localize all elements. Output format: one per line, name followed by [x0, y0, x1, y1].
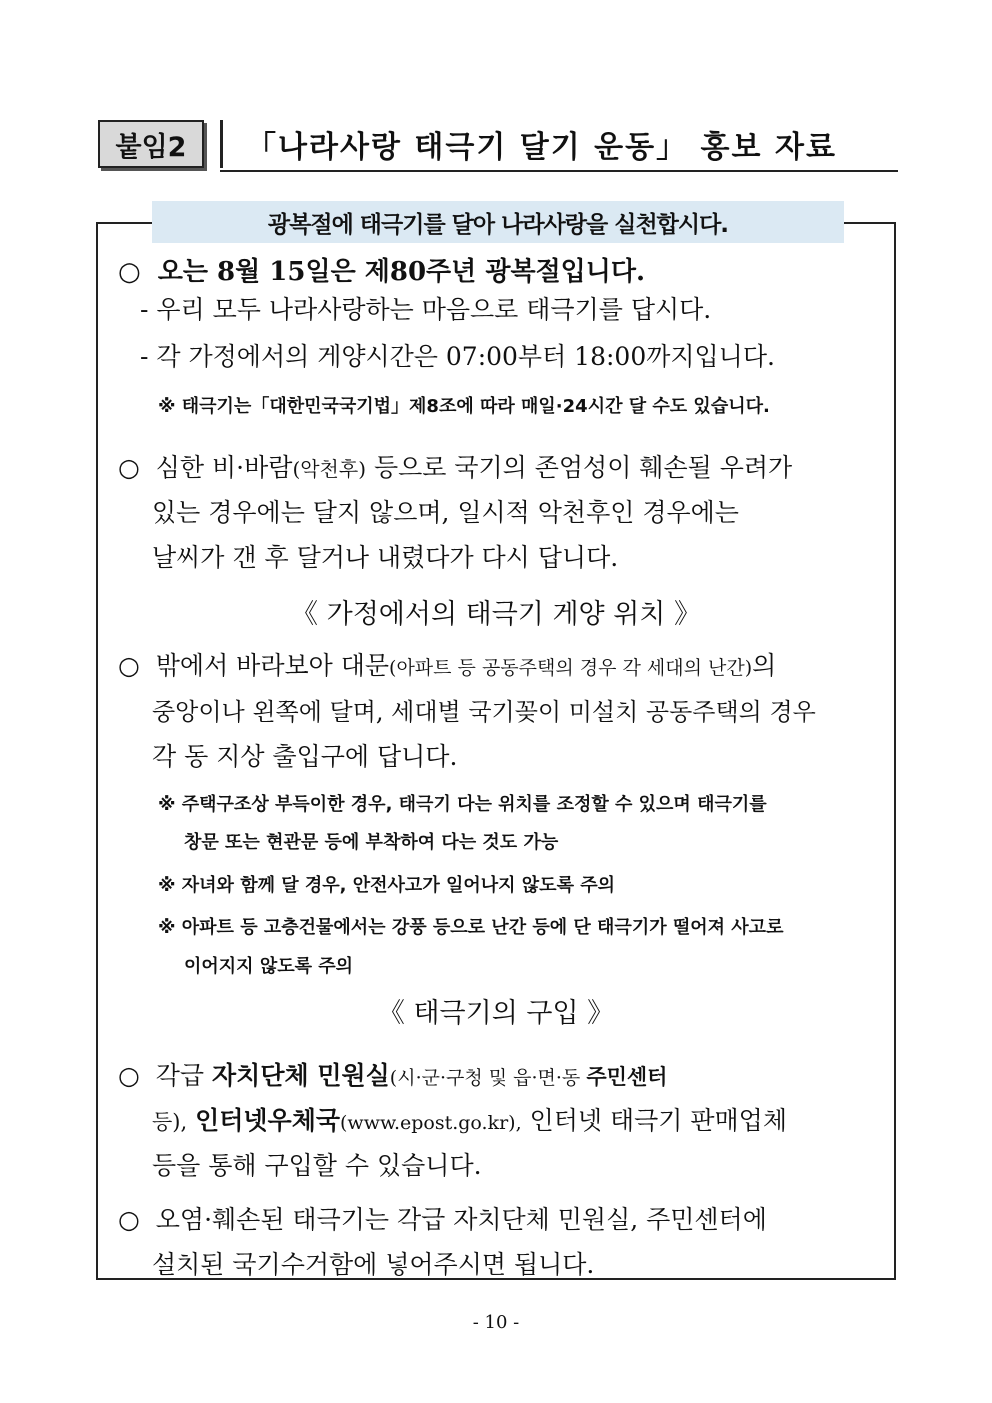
- bullet-icon: ○: [118, 1061, 140, 1090]
- intro-dash-1: - 우리 모두 나라사랑하는 마음으로 태극기를 답시다.: [140, 295, 712, 324]
- purchase-text-c: (시·군·구청 및 읍·면·동: [389, 1067, 587, 1089]
- page-title: 「나라사랑 태극기 달기 운동」 홍보 자료: [246, 130, 837, 165]
- location-note-3-cont: 이어지지 않도록 주의: [184, 956, 354, 977]
- weather-text-a: 심한 비·바람: [155, 453, 293, 482]
- title-underline: [220, 170, 898, 172]
- disposal-line-2: 설치된 국기수거함에 넣어주시면 됩니다.: [152, 1250, 595, 1279]
- page-number: - 10 -: [472, 1312, 520, 1333]
- disposal-text: 오염·훼손된 태극기는 각급 자치단체 민원실, 주민센터에: [155, 1205, 767, 1234]
- bullet-icon: ○: [118, 651, 140, 680]
- attachment-tag: 붙임2: [98, 120, 204, 168]
- location-text-a: 밖에서 바라보아 대문: [155, 651, 390, 680]
- intro-headline-line: [118, 256, 645, 288]
- intro-dash-2: - 각 가정에서의 게양시간은 07:00부터 18:00까지입니다.: [140, 342, 775, 371]
- header-divider: [220, 120, 223, 168]
- intro-note: ※ 태극기는「대한민국국기법」제8조에 따라 매일·24시간 달 수도 있습니다.: [158, 396, 770, 417]
- banner-slogan: 광복절에 태극기를 달아 나라사랑을 실천합시다.: [152, 201, 844, 243]
- location-text-c: 의: [752, 651, 777, 680]
- weather-text-b: (악천후): [292, 457, 367, 481]
- purchase-text-e: 등),: [152, 1110, 188, 1134]
- purchase-heading: 《 태극기의 구입 》: [377, 998, 615, 1029]
- purchase-line-3: 등을 통해 구입할 수 있습니다.: [152, 1151, 482, 1180]
- purchase-text-d: 주민센터: [586, 1065, 668, 1089]
- location-note-2: ※ 자녀와 함께 달 경우, 안전사고가 일어나지 않도록 주의: [158, 875, 616, 896]
- purchase-link-epost: (www.epost.go.kr),: [340, 1112, 522, 1134]
- location-line-2: 중앙이나 왼쪽에 달며, 세대별 국기꽂이 미설치 공동주택의 경우: [152, 698, 816, 726]
- purchase-text-a: 각급: [155, 1061, 213, 1090]
- disposal-line-1: [118, 1204, 767, 1236]
- weather-line-3: 날씨가 갠 후 달거나 내렸다가 다시 답니다.: [152, 543, 619, 572]
- bullet-icon: ○: [118, 453, 140, 482]
- location-text-b: (아파트 등 공동주택의 경우 각 세대의 난간): [389, 657, 753, 679]
- purchase-line-2: [152, 1105, 787, 1139]
- bullet-icon: ○: [118, 257, 141, 287]
- purchase-text-g: 인터넷 태극기 판매업체: [521, 1106, 787, 1135]
- weather-line-1: [118, 452, 792, 485]
- location-note-1-cont: 창문 또는 현관문 등에 부착하여 다는 것도 가능: [184, 832, 559, 853]
- location-note-1: ※ 주택구조상 부득이한 경우, 태극기 다는 위치를 조정할 수 있으며 태극기를: [158, 794, 767, 815]
- purchase-text-b: 자치단체 민원실: [212, 1061, 390, 1090]
- page-header: [98, 120, 898, 172]
- location-heading: 《 가정에서의 태극기 게양 위치 》: [291, 599, 701, 630]
- location-line-1: [118, 650, 776, 684]
- weather-text-c: 등으로 국기의 존엄성이 훼손될 우려가: [366, 453, 793, 482]
- bullet-icon: ○: [118, 1205, 140, 1234]
- location-note-3: ※ 아파트 등 고층건물에서는 강풍 등으로 난간 등에 단 태극기가 떨어져 사고로: [158, 917, 784, 938]
- intro-headline: 오는 8월 15일은 제80주년 광복절입니다.: [157, 257, 646, 287]
- weather-line-2: 있는 경우에는 달지 않으며, 일시적 악천후인 경우에는: [152, 498, 739, 527]
- location-line-3: 각 동 지상 출입구에 답니다.: [152, 742, 458, 771]
- purchase-text-f: 인터넷우체국: [195, 1106, 341, 1135]
- purchase-line-1: [118, 1060, 667, 1094]
